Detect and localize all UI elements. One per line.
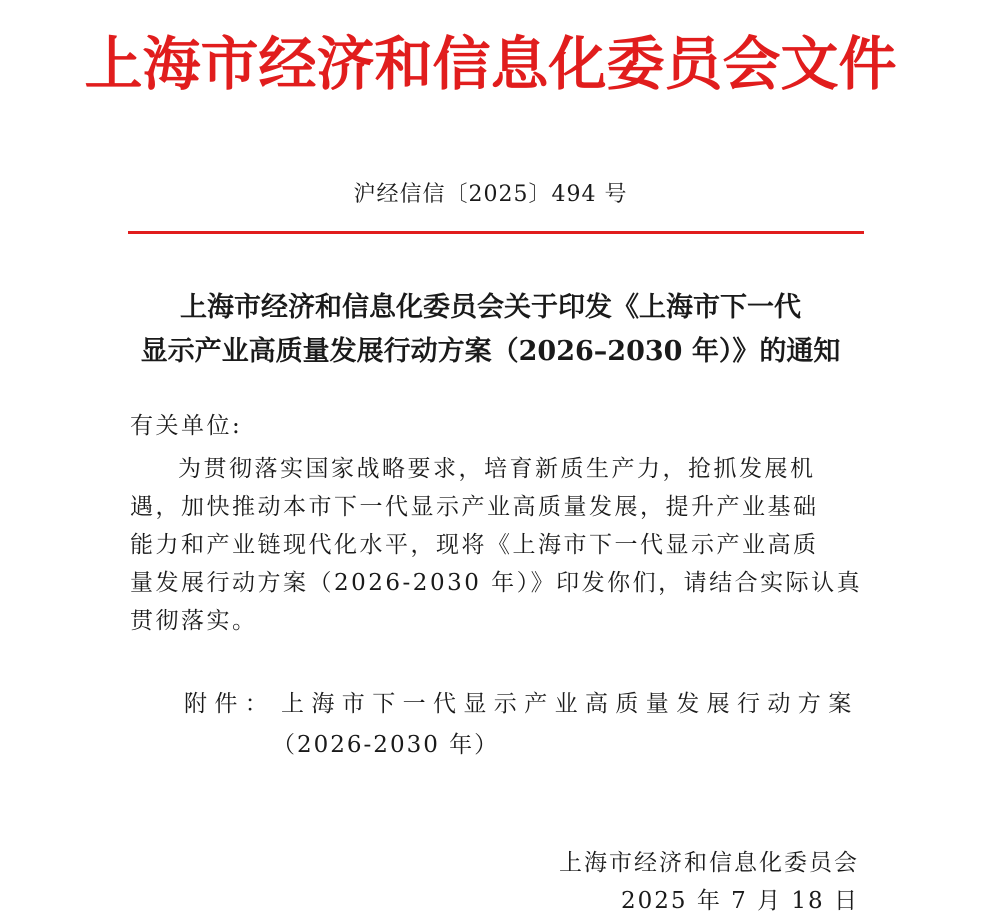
paragraph-line-3: 能力和产业链现代化水平，现将《上海市下一代显示产业高质 — [130, 532, 819, 558]
red-divider-line — [128, 231, 864, 234]
masthead-title: 上海市经济和信息化委员会文件 — [84, 30, 897, 98]
document-number: 沪经信信〔2025〕494 号 — [353, 182, 628, 207]
paragraph-line-1: 为贯彻落实国家战略要求，培育新质生产力，抢抓发展机 — [178, 456, 816, 482]
signature-issuer: 上海市经济和信息化委员会 — [559, 850, 859, 876]
signature-date: 2025 年 7 月 18 日 — [621, 888, 859, 914]
paragraph-line-5: 贯彻落实。 — [130, 608, 258, 634]
attachment-label: 附件： — [184, 691, 276, 717]
attachment-title-line-2[interactable]: （2026-2030 年） — [272, 732, 500, 758]
paragraph-line-4: 量发展行动方案（2026-2030 年）》印发你们，请结合实际认真 — [130, 570, 863, 596]
salutation: 有关单位: — [130, 413, 243, 439]
notice-title-line-2: 显示产业高质量发展行动方案（2026–2030 年）》的通知 — [140, 336, 841, 367]
paragraph-line-2: 遇，加快推动本市下一代显示产业高质量发展，提升产业基础 — [130, 494, 819, 520]
attachment-title-line-1[interactable]: 上海市下一代显示产业高质量发展行动方案 — [281, 691, 859, 717]
notice-title-line-1: 上海市经济和信息化委员会关于印发《上海市下一代 — [180, 292, 801, 323]
